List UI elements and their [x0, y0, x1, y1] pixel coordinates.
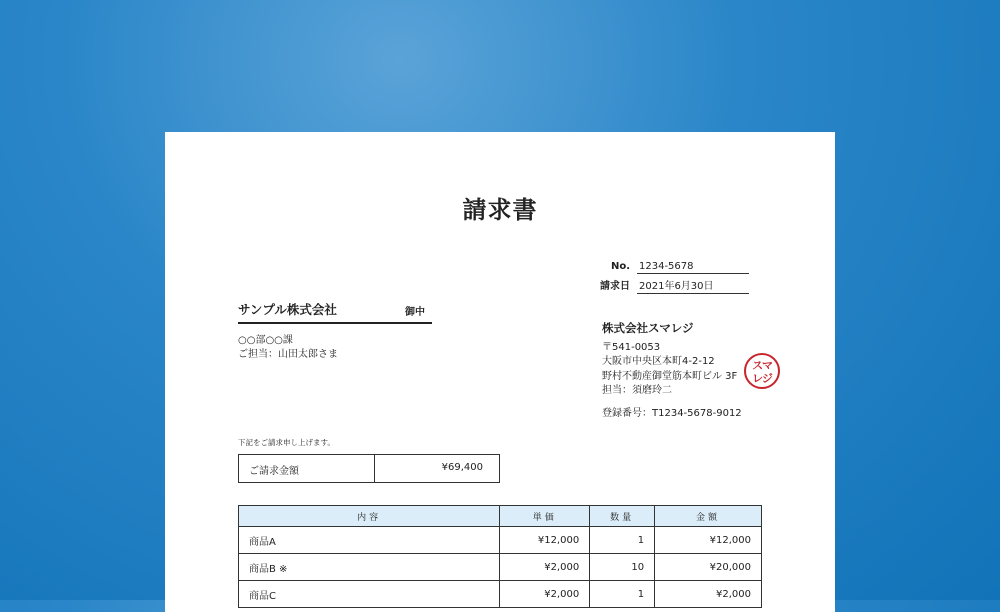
row-unit-price: ¥2,000	[500, 581, 590, 608]
total-amount: ¥69,400	[441, 462, 483, 473]
total-amount-box	[238, 454, 500, 483]
sender-postal: 〒541-0053	[602, 342, 661, 353]
invoice-document	[165, 132, 835, 612]
row-unit-price: ¥2,000	[500, 554, 590, 581]
header-unit-price: 単価	[500, 506, 590, 527]
row-item: 商品C	[239, 581, 500, 608]
sender-contact: 担当：須磨玲二	[602, 385, 672, 396]
header-amount: 金額	[655, 506, 762, 527]
row-item: 商品A	[239, 527, 500, 554]
row-quantity: 1	[590, 581, 655, 608]
row-quantity: 1	[590, 527, 655, 554]
stamp-line-2: レジ	[752, 372, 772, 385]
table-row	[239, 554, 762, 581]
client-honorific: 御中	[405, 307, 425, 318]
total-label: ご請求金額	[239, 455, 375, 482]
row-amount: ¥12,000	[655, 527, 762, 554]
table-row	[239, 581, 762, 608]
row-amount: ¥20,000	[655, 554, 762, 581]
client-department: ○○部○○課	[238, 335, 293, 346]
header-description: 内容	[239, 506, 500, 527]
table-header-row	[239, 506, 762, 527]
invoice-number: 1234-5678	[637, 261, 749, 274]
client-name: サンプル株式会社	[238, 300, 432, 324]
stamp-line-1: スマ	[752, 359, 772, 372]
row-unit-price: ¥12,000	[500, 527, 590, 554]
invoice-date-label: 請求日	[600, 281, 630, 292]
row-amount: ¥2,000	[655, 581, 762, 608]
invoice-date: 2021年6月30日	[637, 277, 749, 294]
client-contact: ご担当：山田太郎さま	[238, 349, 338, 360]
header-quantity: 数量	[590, 506, 655, 527]
sender-address1: 大阪市中央区本町4-2-12	[602, 356, 715, 367]
row-item: 商品B ※	[239, 554, 500, 581]
table-row	[239, 527, 762, 554]
company-seal-stamp	[744, 353, 780, 389]
row-quantity: 10	[590, 554, 655, 581]
sender-address2: 野村不動産御堂筋本町ビル 3F	[602, 371, 738, 382]
line-items-table	[238, 505, 762, 608]
sender-registration: 登録番号：T1234-5678-9012	[602, 408, 742, 419]
sender-name: 株式会社スマレジ	[602, 321, 694, 335]
invoice-number-label: No.	[610, 261, 630, 272]
document-title: 請求書	[462, 196, 538, 224]
lead-text: 下記をご請求申し上げます。	[238, 438, 335, 447]
